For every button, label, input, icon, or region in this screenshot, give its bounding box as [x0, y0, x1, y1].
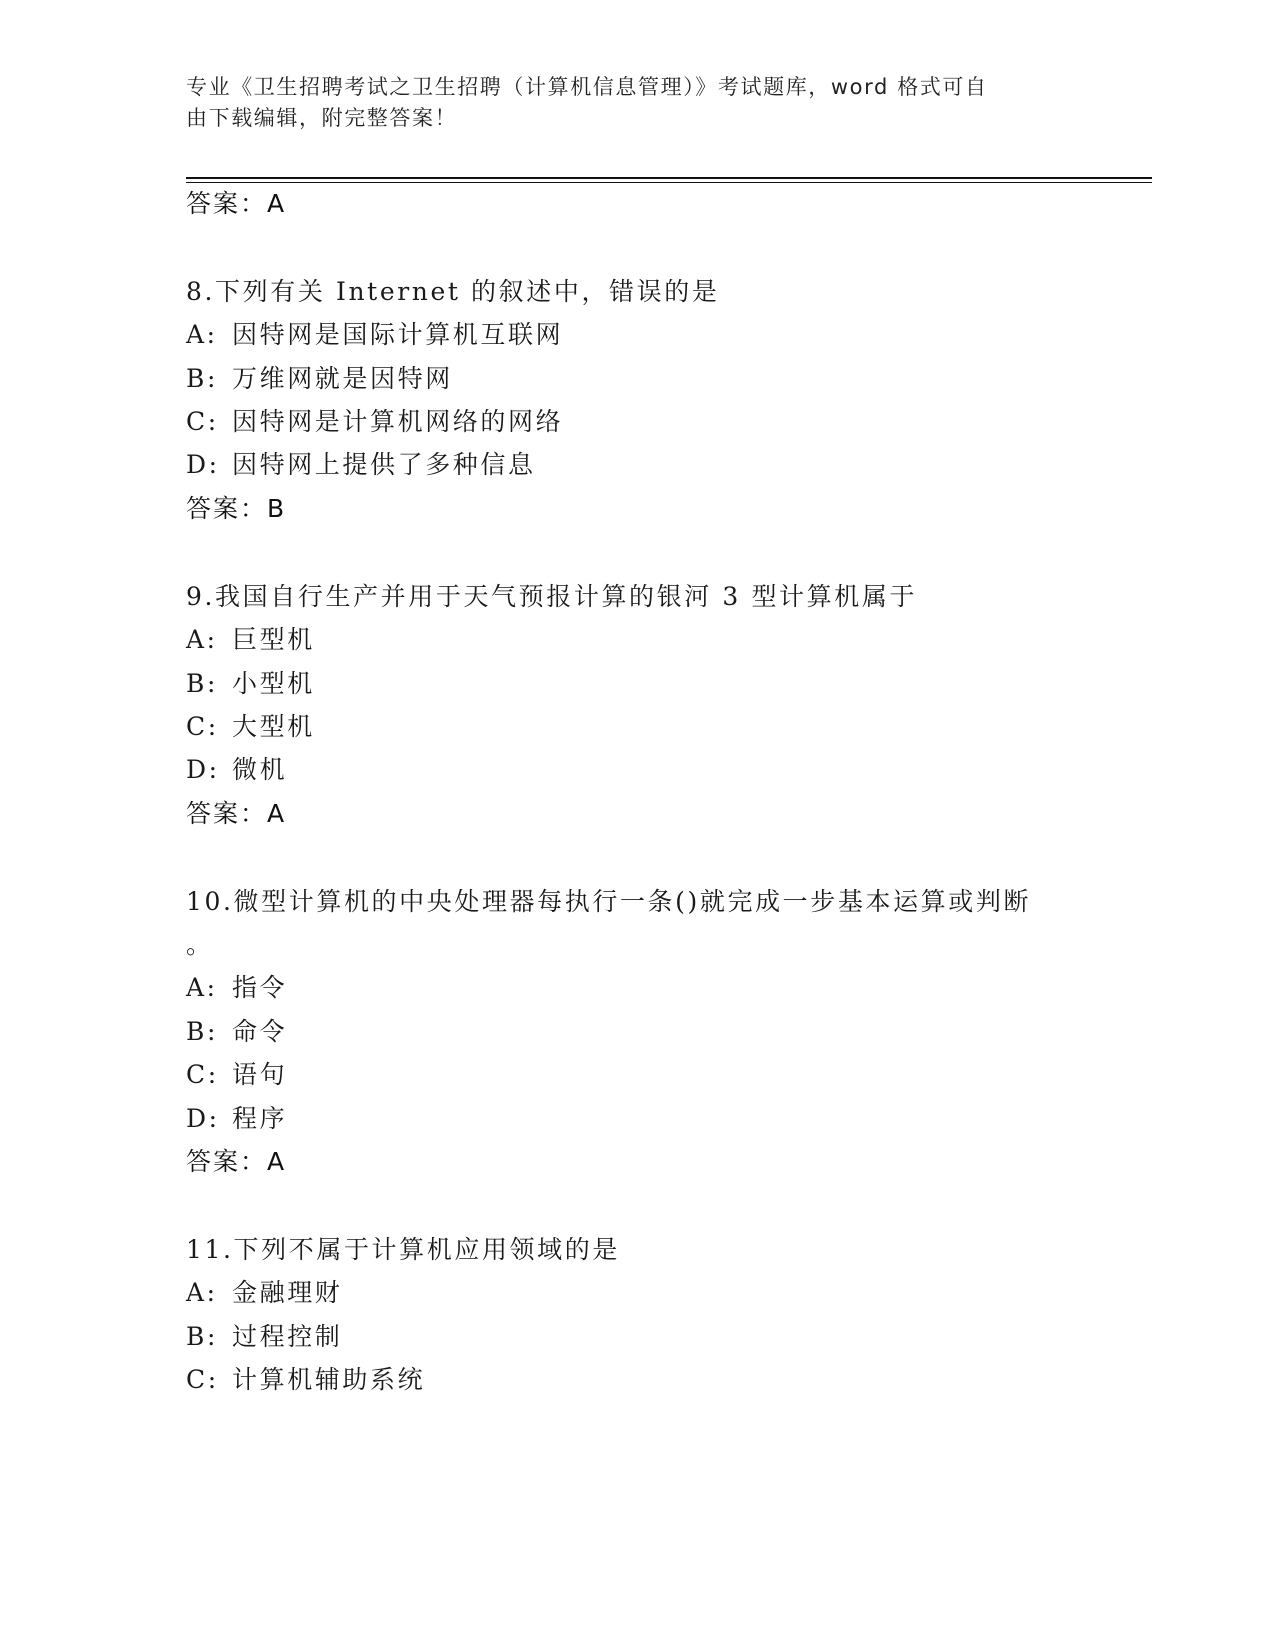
- option-label: C:: [186, 1365, 219, 1394]
- question-9-option-d: [186, 753, 287, 787]
- option-label: A:: [186, 625, 218, 654]
- option-text: 语句: [232, 1060, 288, 1089]
- question-9-option-b: [186, 667, 315, 701]
- question-10-option-c: [186, 1058, 287, 1092]
- option-text: 计算机辅助系统: [232, 1365, 426, 1394]
- question-9-stem: 9.我国自行生产并用于天气预报计算的银河 3 型计算机属于: [186, 582, 918, 611]
- header-divider-thin: [186, 182, 1152, 183]
- option-label: B:: [186, 669, 218, 698]
- option-text: 小型机: [232, 669, 315, 698]
- option-text: 程序: [232, 1104, 288, 1133]
- question-8-option-b: [186, 362, 453, 396]
- option-text: 过程控制: [232, 1322, 343, 1351]
- header-line-1: 专业《卫生招聘考试之卫生招聘（计算机信息管理）》考试题库，word 格式可自: [186, 75, 988, 99]
- option-text: 因特网是国际计算机互联网: [232, 320, 564, 349]
- question-10-stem: 10.微型计算机的中央处理器每执行一条()就完成一步基本运算或判断: [186, 887, 1032, 916]
- document-header: [186, 72, 1066, 134]
- option-text: 因特网上提供了多种信息: [232, 450, 536, 479]
- question-8-option-d: [186, 448, 536, 482]
- option-label: C:: [186, 1060, 219, 1089]
- question-10-option-b: [186, 1015, 287, 1049]
- question-11-stem: 11.下列不属于计算机应用领域的是: [186, 1235, 620, 1264]
- question-11-option-b: [186, 1320, 342, 1354]
- option-text: 金融理财: [232, 1278, 343, 1307]
- question-11-option-c: [186, 1363, 425, 1397]
- option-label: D:: [186, 1104, 220, 1133]
- answer-previous: 答案：A: [186, 189, 287, 218]
- header-line-2: 由下载编辑，附完整答案！: [186, 106, 458, 130]
- question-10-option-a: [186, 971, 287, 1005]
- option-label: A:: [186, 973, 218, 1002]
- question-9-option-c: [186, 710, 315, 744]
- option-text: 巨型机: [232, 625, 315, 654]
- header-divider-thick: [186, 177, 1152, 179]
- option-label: B:: [186, 1322, 218, 1351]
- question-9-option-a: [186, 623, 315, 657]
- option-label: C:: [186, 712, 219, 741]
- question-8-option-c: [186, 405, 563, 439]
- option-text: 命令: [232, 1017, 288, 1046]
- option-label: A:: [186, 320, 218, 349]
- question-9-answer: 答案：A: [186, 799, 287, 828]
- question-10-stem-continued: 。: [186, 930, 214, 959]
- question-10-answer: 答案：A: [186, 1147, 287, 1176]
- question-8-answer: 答案：B: [186, 494, 287, 523]
- question-11-option-a: [186, 1276, 342, 1310]
- option-label: A:: [186, 1278, 218, 1307]
- option-text: 微机: [232, 755, 288, 784]
- option-text: 大型机: [232, 712, 315, 741]
- option-label: D:: [186, 755, 220, 784]
- question-8-stem: 8.下列有关 Internet 的叙述中，错误的是: [186, 277, 720, 306]
- option-text: 万维网就是因特网: [232, 364, 453, 393]
- option-label: D:: [186, 450, 220, 479]
- option-label: B:: [186, 1017, 218, 1046]
- option-label: C:: [186, 407, 219, 436]
- option-label: B:: [186, 364, 218, 393]
- question-8-option-a: [186, 318, 563, 352]
- option-text: 因特网是计算机网络的网络: [232, 407, 564, 436]
- question-10-option-d: [186, 1102, 287, 1136]
- option-text: 指令: [232, 973, 288, 1002]
